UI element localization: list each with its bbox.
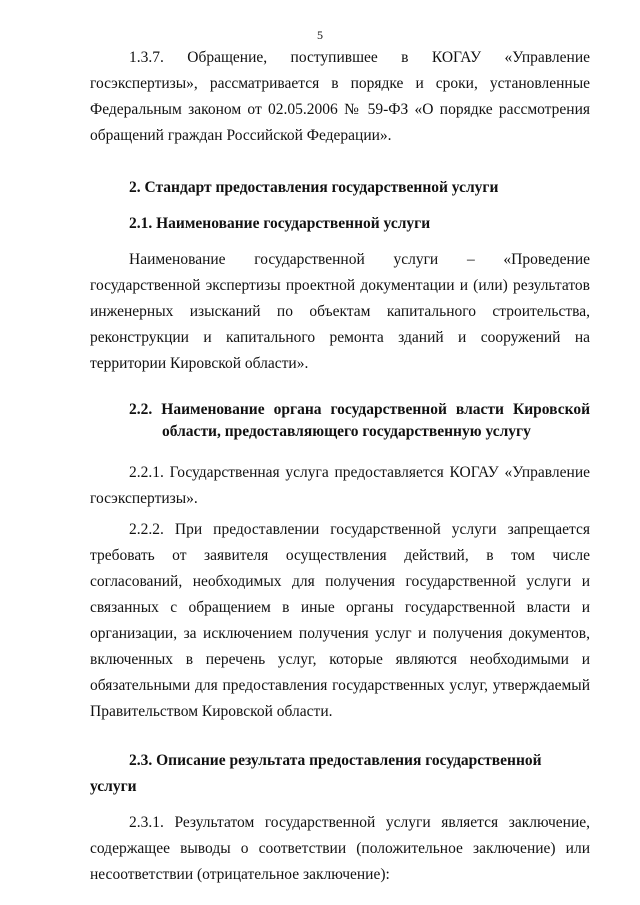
paragraph-2-2-1: 2.2.1. Государственная услуга предоставляется КОГАУ «Управление госэкспертизы». bbox=[90, 464, 590, 507]
paragraph-2-2-2: 2.2.2. При предоставлении государственной услуги запрещается требовать от заявителя осуществления действий, в том числе согласований, необходимых для получения государственной услуги и связанных с обращением в иные органы государственной власти и организации, за исключением получения услуг и получения документов, включенных в перечень услуг, которые являются необходимыми и обязательными для предоставления государственных услуг, утверждаемый Правительством Кировской области. bbox=[90, 521, 590, 720]
paragraph-2-1: Наименование государственной услуги – «Проведение государственной экспертизы проектной документации и (или) результатов инженерных изысканий по объектам капитального строительства, реконструкции и капитального ремонта зданий и сооружений на территории Кировской области». bbox=[90, 251, 590, 372]
heading-2-2: 2.2. Наименование органа государственной власти Кировской области, предоставляющего государственную услугу bbox=[129, 401, 590, 440]
document-body bbox=[90, 45, 590, 888]
heading-section-2: 2. Стандарт предоставления государственной услуги bbox=[129, 179, 499, 196]
page-number: 5 bbox=[317, 28, 323, 42]
heading-2-3: 2.3. Описание результата предоставления государственной услуги bbox=[90, 752, 542, 795]
heading-2-1: 2.1. Наименование государственной услуги bbox=[129, 215, 431, 232]
paragraph-2-3-1: 2.3.1. Результатом государственной услуги является заключение, содержащее выводы о соответствии (положительное заключение) или несоответствии (отрицательное заключение): bbox=[90, 814, 590, 883]
paragraph-1-3-7: 1.3.7. Обращение, поступившее в КОГАУ «Управление госэкспертизы», рассматривается в порядке и сроки, установленные Федеральным законом от 02.05.2006 № 59-ФЗ «О порядке рассмотрения обращений граждан Российской Федерации». bbox=[90, 49, 590, 144]
